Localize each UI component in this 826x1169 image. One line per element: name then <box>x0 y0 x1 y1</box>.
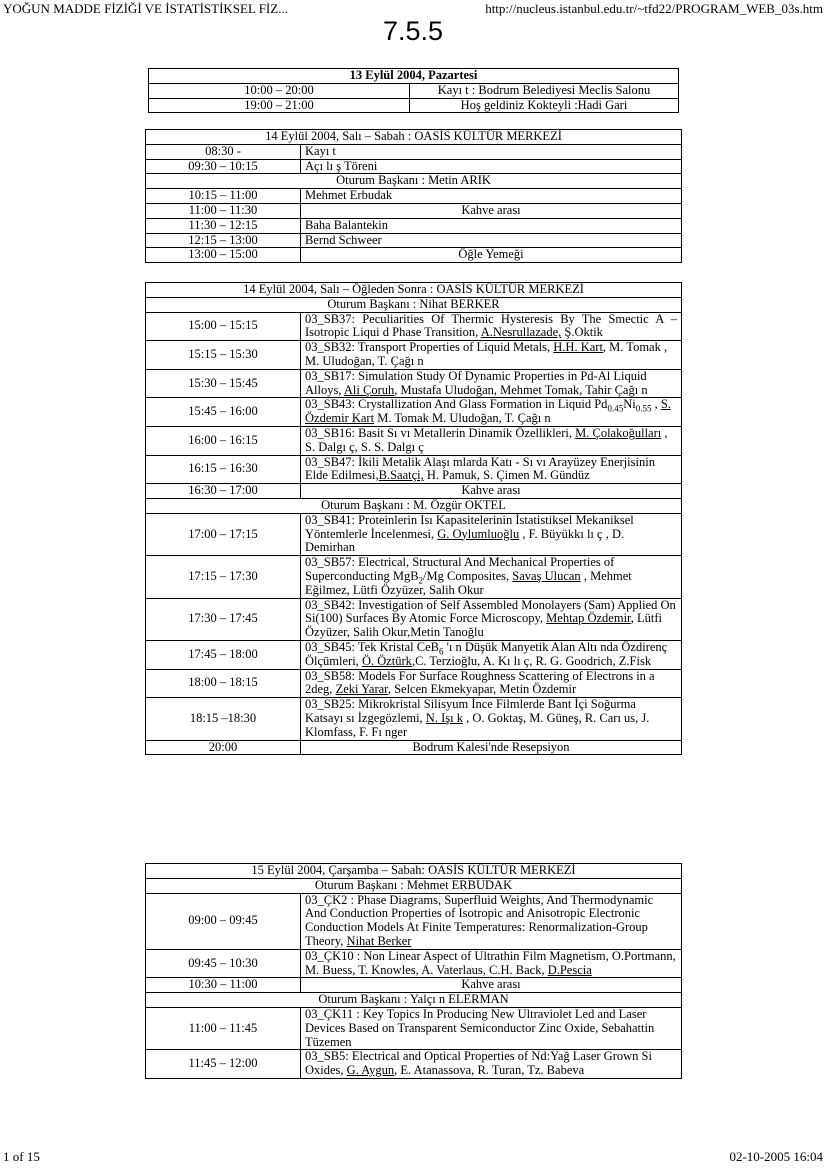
time-cell: 15:15 – 15:30 <box>146 341 301 370</box>
print-datetime: 02-10-2005 16:04 <box>729 1149 823 1164</box>
day4-table <box>145 863 682 1079</box>
session-chair: Oturum Başkanı : M. Özgür OKTEL <box>146 498 682 513</box>
time-cell: 16:15 – 16:30 <box>146 455 301 484</box>
time-cell: 10:30 – 11:00 <box>146 978 301 993</box>
time-cell: 12:15 – 13:00 <box>146 233 301 248</box>
time-cell: 15:00 – 15:15 <box>146 312 301 341</box>
page-number: 7.5.5 <box>382 16 444 46</box>
time-cell: 16:00 – 16:15 <box>146 426 301 455</box>
talk-cell: 03_SB43: Crystallization And Glass Formation in Liquid $Pd_{0.45}Ni_{0.55}$ , S. Özdemir Kart M. Tomak M. Uludoğan, T. Çağı n <box>301 398 682 427</box>
break-cell: Kahve arası <box>301 978 682 993</box>
page-url: http://nucleus.istanbul.edu.tr/~tfd22/PROGRAM_WEB_03s.htm <box>485 1 823 16</box>
day-heading: 15 Eylül 2004, Çarşamba – Sabah: OASİS KÜLTÜR MERKEZİ <box>146 864 682 879</box>
event-cell: Hoş geldiniz Kokteyli :Hadi Gari <box>410 98 679 113</box>
talk-cell: 03_SB57: Electrical, Structural And Mechanical Properties of Superconducting MgB$_2$/Mg Composites, Savaş Ulucan , Mehmet Eğilmez, Lütfi Özyüzer, Salih Okur <box>301 556 682 598</box>
time-cell: 11:30 – 12:15 <box>146 218 301 233</box>
event-cell: Kayı t <box>301 144 682 159</box>
event-cell: Kayı t : Bodrum Belediyesi Meclis Salonu <box>410 83 679 98</box>
time-cell: 08:30 - <box>146 144 301 159</box>
time-cell: 09:30 – 10:15 <box>146 159 301 174</box>
talk-cell: 03_ÇK11 : Key Topics In Producing New Ultraviolet Led and Laser Devices Based on Transparent Semiconductor Zinc Oxide, Sebahattin Tüzemen <box>301 1007 682 1049</box>
session-chair: Oturum Başkanı : Metin ARIK <box>146 174 682 189</box>
speaker-cell: Mehmet Erbudak <box>301 189 682 204</box>
time-cell: 17:00 – 17:15 <box>146 513 301 555</box>
talk-cell: 03_SB32: Transport Properties of Liquid Metals, H.H. Kart, M. Tomak , M. Uludoğan, T. Çağı n <box>301 341 682 370</box>
day1-table <box>148 68 679 113</box>
talk-cell: 03_SB17: Simulation Study Of Dynamic Properties in Pd-Al Liquid Alloys, Ali Çoruh, Mustafa Uludoğan, Mehmet Tomak, Tahir Çağı n <box>301 369 682 398</box>
speaker-cell: Baha Balantekin <box>301 218 682 233</box>
talk-cell: 03_SB41: Proteinlerin Isı Kapasitelerinin İstatistiksel Mekaniksel Yöntemlerle İncelenmesi, G. Oylumluoğlu , F. Büyükkı lı ç , D. Demirhan <box>301 513 682 555</box>
time-cell: 11:00 – 11:30 <box>146 203 301 218</box>
talk-cell: 03_SB47: İkili Metalik Alaşı mlarda Katı - Sı vı Arayüzey Enerjisinin Elde Edilmesi,B.Saatçi, H. Pamuk, S. Çimen M. Gündüz <box>301 455 682 484</box>
time-cell: 20:00 <box>146 740 301 755</box>
speaker-cell: Bernd Schweer <box>301 233 682 248</box>
talk-cell: 03_SB5: Electrical and Optical Properties of Nd:Yağ Laser Grown Si Oxides, G. Aygun, E. Atanassova, R. Turan, Tz. Babeva <box>301 1050 682 1079</box>
break-cell: Öğle Yemeği <box>301 248 682 263</box>
session-chair: Oturum Başkanı : Yalçı n ELERMAN <box>146 993 682 1008</box>
time-cell: 15:30 – 15:45 <box>146 369 301 398</box>
event-cell: Açı lı ş Töreni <box>301 159 682 174</box>
time-cell: 16:30 – 17:00 <box>146 484 301 499</box>
day3-table <box>145 282 682 755</box>
time-cell: 15:45 – 16:00 <box>146 398 301 427</box>
time-cell: 13:00 – 15:00 <box>146 248 301 263</box>
document-title: YOĞUN MADDE FİZİĞİ VE İSTATİSTİKSEL FİZ... <box>3 1 288 16</box>
time-cell: 10:15 – 11:00 <box>146 189 301 204</box>
time-cell: 19:00 – 21:00 <box>149 98 410 113</box>
day-heading: 14 Eylül 2004, Salı – Sabah : OASİS KÜLTÜR MERKEZİ <box>146 130 682 145</box>
day-heading: 13 Eylül 2004, Pazartesi <box>149 69 679 84</box>
talk-cell: 03_ÇK10 : Non Linear Aspect of Ultrathin Film Magnetism, O.Portmann, M. Buess, T. Knowles, A. Vaterlaus, C.H. Back, D.Pescia <box>301 949 682 978</box>
event-cell: Bodrum Kalesi'nde Resepsiyon <box>301 740 682 755</box>
time-cell: 17:15 – 17:30 <box>146 556 301 598</box>
talk-cell: 03_SB16: Basit Sı vı Metallerin Dinamik Özellikleri, M. Çolakoğulları , S. Dalgı ç, S. S. Dalgı ç <box>301 426 682 455</box>
talk-cell: 03_SB37: Peculiarities Of Thermic Hysteresis By The Smectic A – Isotropic Liqui d Phase Transition, A.Nesrullazade, Ş.Oktik <box>301 312 682 341</box>
talk-cell: 03_ÇK2 : Phase Diagrams, Superfluid Weights, And Thermodynamic And Conduction Properties of Isotropic and Anisotropic Electronic Conduction Models At Finite Temperatures: Renormalization-Group Theory, Nihat Berker <box>301 893 682 949</box>
day-heading: 14 Eylül 2004, Salı – Öğleden Sonra : OASİS KÜLTÜR MERKEZİ <box>146 283 682 298</box>
talk-cell: 03_SB25: Mikrokristal Silisyum İnce Filmlerde Bant İçi Soğurma Katsayı sı İzgegözlemi, N. Işı k , O. Goktaş, M. Güneş, R. Carı us, J. Klomfass, F. Fı nger <box>301 698 682 740</box>
time-cell: 11:45 – 12:00 <box>146 1050 301 1079</box>
time-cell: 10:00 – 20:00 <box>149 83 410 98</box>
break-cell: Kahve arası <box>301 484 682 499</box>
time-cell: 18:15 –18:30 <box>146 698 301 740</box>
day2-table <box>145 129 682 263</box>
break-cell: Kahve arası <box>301 203 682 218</box>
session-chair: Oturum Başkanı : Nihat BERKER <box>146 297 682 312</box>
talk-cell: 03_SB45: Tek Kristal CeB$_6$ 'ı n Düşük Manyetik Alan Altı nda Özdirenç Ölçümleri, Ö. Öztürk,C. Terzioğlu, A. Kı lı ç, R. G. Goodrich, Z.Fisk <box>301 640 682 669</box>
session-chair: Oturum Başkanı : Mehmet ERBUDAK <box>146 878 682 893</box>
time-cell: 17:45 – 18:00 <box>146 640 301 669</box>
time-cell: 17:30 – 17:45 <box>146 598 301 640</box>
time-cell: 09:45 – 10:30 <box>146 949 301 978</box>
talk-cell: 03_SB42: Investigation of Self Assembled Monolayers (Sam) Applied On Si(100) Surfaces By Atomic Force Microscopy, Mehtap Özdemir, Lütfi Özyüzer, Salih Okur,Metin Tanoğlu <box>301 598 682 640</box>
time-cell: 11:00 – 11:45 <box>146 1007 301 1049</box>
talk-cell: 03_SB58: Models For Surface Roughness Scattering of Electrons in a 2deg, Zeki Yarar, Selcen Ekmekyapar, Metin Özdemir <box>301 669 682 698</box>
time-cell: 18:00 – 18:15 <box>146 669 301 698</box>
page-count: 1 of 15 <box>3 1149 40 1164</box>
time-cell: 09:00 – 09:45 <box>146 893 301 949</box>
